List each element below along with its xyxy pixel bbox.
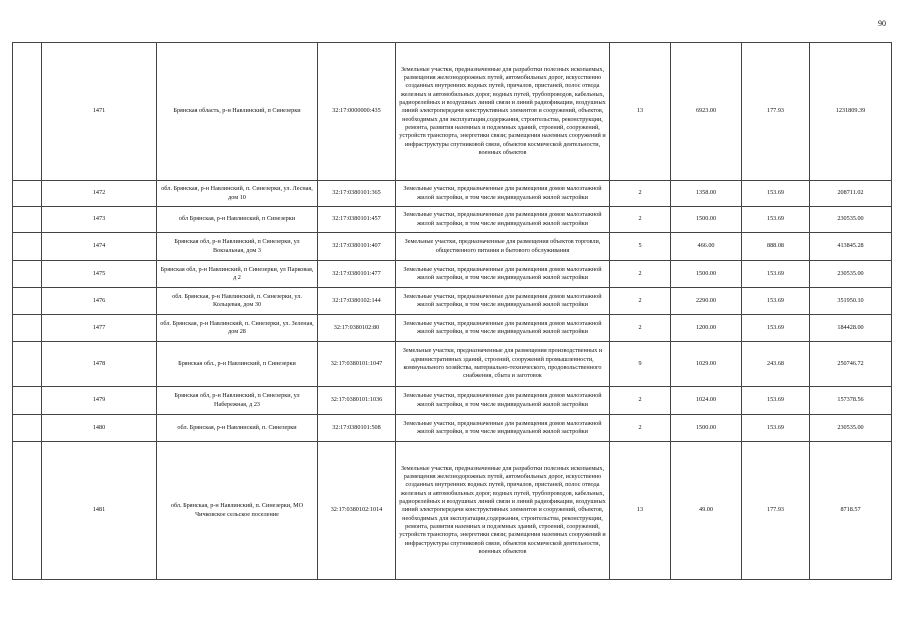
address-cell: обл. Брянская, р-н Навлинский, п. Синезерки, ул. Лесная, дом 10 (157, 181, 318, 207)
land-use-cell: Земельные участки, предназначенные для разработки полезных ископаемых, размещения железнодорожных путей, автомобильных дорог, искусственно созданных внутренних водных путей, причалов, пристаней, полос отвода железных и автомобильных дорог, водных путей, трубопроводов, кабельных, радиорелейных и воздушных линий связи и линий радиофикации, воздушных линий электропередачи конструктивных элементов и сооружений, объектов, необходимых для эксплуатации,содержания, строительства, реконструкции, ремонта, развития наземных и подземных зданий, строений, сооружений, устройств транспорта, энергетики связи; размещения наземных сооружений и инфраструктуры спутниковой связи, объектов космической деятельности, военных объектов (396, 442, 610, 580)
row-id: 1475 (42, 261, 157, 288)
table-row (13, 288, 892, 315)
land-use-cell: Земельные участки, предназначенные для размещения домов малоэтажной жилой застройки, в том числе индивидуальной жилой застройки (396, 387, 610, 415)
value-cell: 184428.00 (810, 315, 892, 342)
group-cell: 5 (610, 233, 671, 261)
cadastral-number: 32:17:0380101:1036 (318, 387, 396, 415)
value-cell: 8718.57 (810, 442, 892, 580)
row-id: 1472 (42, 181, 157, 207)
value-cell: 230535.00 (810, 207, 892, 233)
table-row (13, 43, 892, 181)
table-row (13, 342, 892, 387)
group-cell: 2 (610, 315, 671, 342)
address-cell: обл. Брянская, р-н Навлинский, п. Синезерки (157, 415, 318, 442)
value-cell: 230535.00 (810, 415, 892, 442)
rate-cell: 177.93 (742, 442, 810, 580)
address-cell: Брянская обл., р-н Навлинский, п Синезерки (157, 342, 318, 387)
address-cell: обл. Брянская, р-н Навлинский, п. Синезерки, ул. Зеленая, дом 28 (157, 315, 318, 342)
empty-cell (13, 442, 42, 580)
land-use-cell: Земельные участки, предназначенные для размещения производственных и административных зданий, строений, сооружений промышленности, коммунального хозяйства, материально-технического, продовольственного снабжения, сбыта и заготовок (396, 342, 610, 387)
value-cell: 208711.02 (810, 181, 892, 207)
land-use-cell: Земельные участки, предназначенные для размещения домов малоэтажной жилой застройки, в том числе индивидуальной жилой застройки (396, 288, 610, 315)
empty-cell (13, 387, 42, 415)
empty-cell (13, 315, 42, 342)
area-cell: 2290.00 (671, 288, 742, 315)
rate-cell: 153.69 (742, 181, 810, 207)
empty-cell (13, 415, 42, 442)
address-cell: обл. Брянская, р-н Навлинский, п. Синезерки, МО Чичковское сельское поселение (157, 442, 318, 580)
area-cell: 1500.00 (671, 415, 742, 442)
value-cell: 250746.72 (810, 342, 892, 387)
page-number: 90 (878, 19, 886, 28)
empty-cell (13, 342, 42, 387)
rate-cell: 888.08 (742, 233, 810, 261)
group-cell: 9 (610, 342, 671, 387)
value-cell: 1231809.39 (810, 43, 892, 181)
table-row (13, 387, 892, 415)
land-use-cell: Земельные участки, предназначенные для размещения домов малоэтажной жилой застройки, в том числе индивидуальной жилой застройки (396, 415, 610, 442)
empty-cell (13, 261, 42, 288)
area-cell: 1500.00 (671, 261, 742, 288)
area-cell: 1029.00 (671, 342, 742, 387)
rate-cell: 153.69 (742, 288, 810, 315)
table-row (13, 442, 892, 580)
empty-cell (13, 181, 42, 207)
land-use-cell: Земельные участки, предназначенные для размещения объектов торговли, общественного питания и бытового обслуживания (396, 233, 610, 261)
table-row (13, 233, 892, 261)
group-cell: 13 (610, 43, 671, 181)
row-id: 1481 (42, 442, 157, 580)
land-use-cell: Земельные участки, предназначенные для размещения домов малоэтажной жилой застройки, в том числе индивидуальной жилой застройки (396, 261, 610, 288)
rate-cell: 243.68 (742, 342, 810, 387)
area-cell: 1200.00 (671, 315, 742, 342)
cadastral-number: 32:17:0380101:407 (318, 233, 396, 261)
group-cell: 2 (610, 207, 671, 233)
address-cell: обл. Брянская, р-н Навлинский, п. Синезерки, ул. Кольцевая, дом 30 (157, 288, 318, 315)
cadastral-number: 32:17:0380101:1047 (318, 342, 396, 387)
row-id: 1479 (42, 387, 157, 415)
row-id: 1474 (42, 233, 157, 261)
cadastral-number: 32:17:0380102:80 (318, 315, 396, 342)
value-cell: 351950.10 (810, 288, 892, 315)
group-cell: 13 (610, 442, 671, 580)
area-cell: 466.00 (671, 233, 742, 261)
cadastral-number: 32:17:0380102:1014 (318, 442, 396, 580)
cadastral-number: 32:17:0000000:435 (318, 43, 396, 181)
land-use-cell: Земельные участки, предназначенные для размещения домов малоэтажной жилой застройки, в том числе индивидуальной жилой застройки (396, 315, 610, 342)
area-cell: 1024.00 (671, 387, 742, 415)
row-id: 1478 (42, 342, 157, 387)
address-cell: Брянская область, р-н Навлинский, п Синезерки (157, 43, 318, 181)
land-use-cell: Земельные участки, предназначенные для размещения домов малоэтажной жилой застройки, в том числе индивидуальной жилой застройки (396, 181, 610, 207)
area-cell: 49.00 (671, 442, 742, 580)
group-cell: 2 (610, 288, 671, 315)
value-cell: 230535.00 (810, 261, 892, 288)
land-use-cell: Земельные участки, предназначенные для разработки полезных ископаемых, размещения железнодорожных путей, автомобильных дорог, искусственно созданных внутренних водных путей, причалов, пристаней, полос отвода железных и автомобильных дорог, водных путей, трубопроводов, кабельных, радиорелейных и воздушных линий связи и линий радиофикации, воздушных линий электропередачи конструктивных элементов и сооружений, объектов, необходимых для эксплуатации,содержания, строительства, реконструкции, ремонта, развития наземных и подземных зданий, строений, сооружений, устройств транспорта, энергетики связи; размещения наземных сооружений и инфраструктуры спутниковой связи, объектов космической деятельности, военных объектов (396, 43, 610, 181)
rate-cell: 153.69 (742, 415, 810, 442)
area-cell: 1358.00 (671, 181, 742, 207)
row-id: 1471 (42, 43, 157, 181)
group-cell: 2 (610, 415, 671, 442)
group-cell: 2 (610, 387, 671, 415)
value-cell: 157378.56 (810, 387, 892, 415)
area-cell: 6923.00 (671, 43, 742, 181)
land-registry-table (12, 42, 892, 580)
table-row (13, 207, 892, 233)
cadastral-number: 32:17:0380102:144 (318, 288, 396, 315)
address-cell: Брянская обл, р-н Навлинский, п Синезерки, ул Вокзальная, дом 3 (157, 233, 318, 261)
land-use-cell: Земельные участки, предназначенные для размещения домов малоэтажной жилой застройки, в том числе индивидуальной жилой застройки (396, 207, 610, 233)
rate-cell: 153.69 (742, 315, 810, 342)
rate-cell: 177.93 (742, 43, 810, 181)
empty-cell (13, 233, 42, 261)
area-cell: 1500.00 (671, 207, 742, 233)
empty-cell (13, 207, 42, 233)
cadastral-number: 32:17:0380101:457 (318, 207, 396, 233)
table-row (13, 181, 892, 207)
group-cell: 2 (610, 181, 671, 207)
cadastral-number: 32:17:0380101:477 (318, 261, 396, 288)
address-cell: Брянская обл, р-н Навлинский, п Синезерки, ул Набережная, д 23 (157, 387, 318, 415)
table-row (13, 415, 892, 442)
row-id: 1480 (42, 415, 157, 442)
cadastral-number: 32:17:0380101:508 (318, 415, 396, 442)
value-cell: 413845.28 (810, 233, 892, 261)
rate-cell: 153.69 (742, 207, 810, 233)
rate-cell: 153.69 (742, 387, 810, 415)
table-row (13, 261, 892, 288)
group-cell: 2 (610, 261, 671, 288)
row-id: 1473 (42, 207, 157, 233)
address-cell: обл Брянская, р-н Навлинский, п Синезерки (157, 207, 318, 233)
empty-cell (13, 288, 42, 315)
rate-cell: 153.69 (742, 261, 810, 288)
cadastral-number: 32:17:0380101:365 (318, 181, 396, 207)
row-id: 1476 (42, 288, 157, 315)
row-id: 1477 (42, 315, 157, 342)
address-cell: Брянская обл, р-н Навлинский, п Синезерки, ул Парковая, д 2 (157, 261, 318, 288)
empty-cell (13, 43, 42, 181)
table-row (13, 315, 892, 342)
